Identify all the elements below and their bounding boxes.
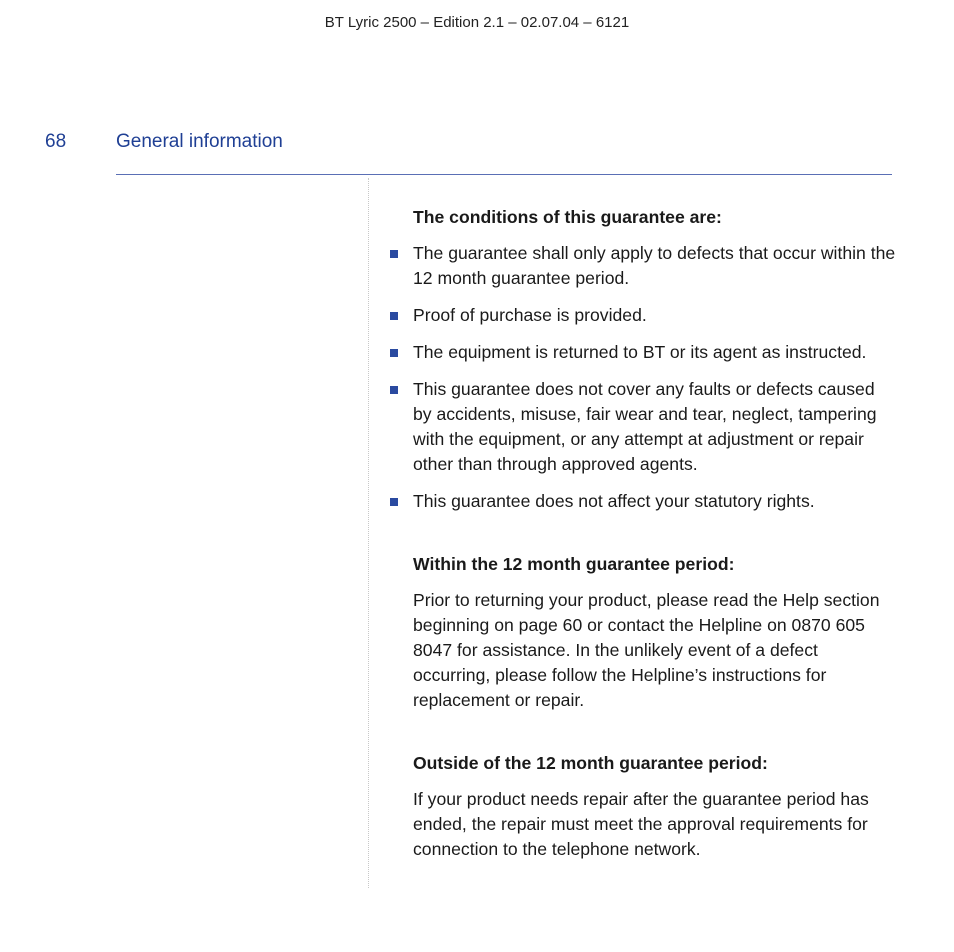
within-period-text: Prior to returning your product, please read the Help section beginning on page 60 or contact the Helpline on 0870 605 8047 for assistance. In the unlikely event of a defect occurring, please follow the Helpline’s instructions for replacement or repair. [413, 590, 880, 710]
condition-text: The guarantee shall only apply to defects that occur within the 12 month guarantee period. [413, 243, 896, 288]
condition-text: This guarantee does not cover any faults or defects caused by accidents, misuse, fair wear and tear, neglect, tampering with the equipment, or any attempt at adjustment or repair other than through approved agents. [413, 379, 877, 474]
section-title: General information [116, 131, 283, 152]
header-rule [116, 174, 892, 175]
list-item [413, 241, 898, 291]
square-bullet-icon [390, 386, 398, 394]
guarantee-content [413, 205, 898, 862]
section-spacer [413, 526, 898, 552]
conditions-list [413, 241, 898, 514]
condition-text: The equipment is returned to BT or its agent as instructed. [413, 342, 867, 362]
section-spacer [413, 713, 898, 751]
within-period-heading: Within the 12 month guarantee period: [413, 554, 735, 574]
page-number: 68 [45, 131, 67, 152]
square-bullet-icon [390, 312, 398, 320]
list-item [413, 303, 898, 328]
outside-period-heading: Outside of the 12 month guarantee period: [413, 753, 768, 773]
square-bullet-icon [390, 349, 398, 357]
condition-text: This guarantee does not affect your statutory rights. [413, 491, 815, 511]
outside-period-text: If your product needs repair after the guarantee period has ended, the repair must meet the approval requirements for connection to the telephone network. [413, 789, 869, 859]
list-item [413, 340, 898, 365]
square-bullet-icon [390, 498, 398, 506]
square-bullet-icon [390, 250, 398, 258]
document-id-header: BT Lyric 2500 – Edition 2.1 – 02.07.04 – 6121 [324, 14, 630, 31]
list-item [413, 489, 898, 514]
column-divider [368, 178, 369, 888]
conditions-heading: The conditions of this guarantee are: [413, 207, 722, 227]
condition-text: Proof of purchase is provided. [413, 305, 647, 325]
list-item [413, 377, 898, 477]
